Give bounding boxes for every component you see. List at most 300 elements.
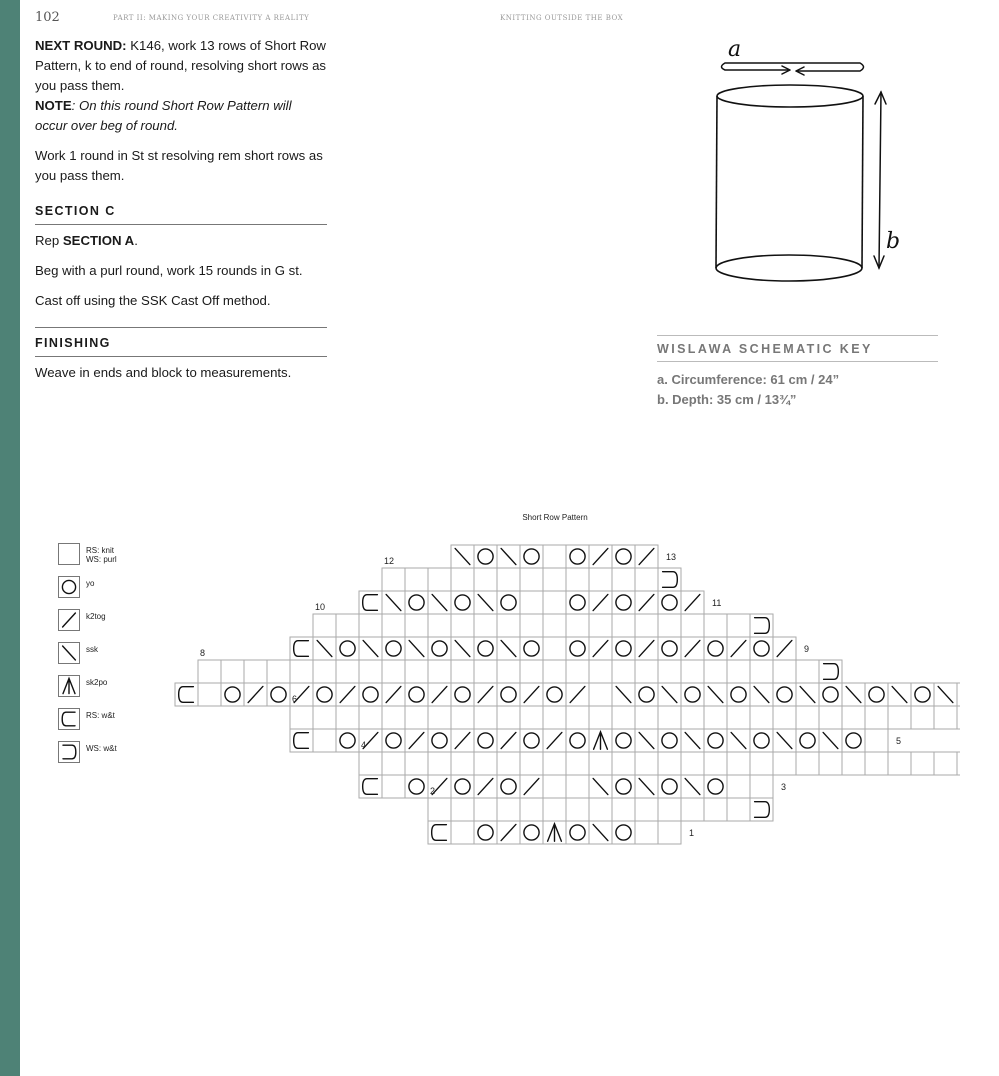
- chart-cell: [842, 752, 865, 775]
- chart-cell: [658, 729, 681, 752]
- chart-cell: [888, 706, 911, 729]
- chart-cell: [819, 752, 842, 775]
- chart-cell: [267, 683, 290, 706]
- purl-round-paragraph: Beg with a purl round, work 15 rounds in G st.: [35, 263, 303, 278]
- chart-cell: [934, 752, 957, 775]
- chart-cell: [474, 752, 497, 775]
- chart-row: [451, 545, 676, 568]
- chart-cell: [359, 591, 382, 614]
- ssk-key-box: [58, 642, 80, 664]
- next-round-label: NEXT ROUND:: [35, 38, 127, 53]
- rep-prefix: Rep: [35, 233, 63, 248]
- chart-cell: [313, 706, 336, 729]
- chart-cell: [428, 660, 451, 683]
- chart-cell: [635, 752, 658, 775]
- note-text: : On this round Short Row Pattern will occur over beg of round.: [35, 98, 292, 133]
- depth-measurement: b. Depth: 35 cm / 13¾”: [657, 392, 797, 407]
- chart-cell: [497, 545, 520, 568]
- chart-cell: [911, 752, 934, 775]
- chart-cell: [497, 683, 520, 706]
- chart-cell: [497, 729, 520, 752]
- chart-cell: [313, 614, 336, 637]
- chart-cell: [382, 614, 405, 637]
- chart-cell: [290, 706, 313, 729]
- legend-label: RS: w&t: [86, 711, 115, 720]
- chart-cell: [336, 614, 359, 637]
- chart-cell: [474, 706, 497, 729]
- rep-suffix: .: [134, 233, 138, 248]
- row-number: 6: [292, 694, 298, 704]
- chart-cell: [589, 821, 612, 844]
- chart-cell: [727, 614, 750, 637]
- chart-cell: [405, 660, 428, 683]
- chart-cell: [336, 660, 359, 683]
- chart-cell: [612, 798, 635, 821]
- chart-cell: [290, 660, 313, 683]
- chart-cell: [750, 775, 773, 798]
- chart-cell: [658, 614, 681, 637]
- chart-cell: [658, 775, 681, 798]
- yo-symbol: [62, 580, 75, 593]
- chart-cell: [474, 545, 497, 568]
- chart-cell: [566, 729, 589, 752]
- chart-cell: [612, 660, 635, 683]
- chart-cell: [520, 821, 543, 844]
- chart-cell: [543, 683, 566, 706]
- chart-cell: [658, 591, 681, 614]
- row-number: 1: [689, 828, 695, 838]
- chart-cell: [704, 775, 727, 798]
- chart-cell: [198, 683, 221, 706]
- chart-cell: [704, 706, 727, 729]
- k2tog-key-box: [58, 609, 80, 631]
- chart-cell: [428, 614, 451, 637]
- chart-cell: [635, 775, 658, 798]
- ssk-symbol: [63, 646, 76, 660]
- finishing-paragraph: Weave in ends and block to measurements.: [35, 365, 292, 380]
- row-number: 5: [896, 736, 902, 746]
- chart-cell: [520, 591, 543, 614]
- row-number: 2: [430, 786, 436, 796]
- chart-cell: [796, 729, 819, 752]
- chart-cell: [428, 798, 451, 821]
- cast-off-paragraph: Cast off using the SSK Cast Off method.: [35, 293, 271, 308]
- chart-cell: [681, 706, 704, 729]
- chart-cell: [589, 706, 612, 729]
- chart-cell: [727, 798, 750, 821]
- chart-cell: [911, 706, 934, 729]
- chart-cell: [589, 775, 612, 798]
- chart-cell: [451, 660, 474, 683]
- chart-cell: [842, 683, 865, 706]
- chart-cell: [520, 568, 543, 591]
- chart-cell: [543, 821, 566, 844]
- chart-cell: [727, 775, 750, 798]
- chart-cell: [612, 729, 635, 752]
- chart-cell: [451, 706, 474, 729]
- chart-cell: [382, 683, 405, 706]
- chart-cell: [658, 637, 681, 660]
- chart-cell: [635, 798, 658, 821]
- chart-cell: [359, 660, 382, 683]
- row-number: 10: [315, 602, 326, 612]
- chart-cell: [543, 591, 566, 614]
- chart-cell: [635, 706, 658, 729]
- chart-cell: [635, 568, 658, 591]
- circumference-measurement: a. Circumference: 61 cm / 24”: [657, 372, 840, 387]
- depth-label: b: [886, 229, 901, 254]
- chart-cell: [612, 683, 635, 706]
- chart-cell: [543, 706, 566, 729]
- chart-cell: [451, 614, 474, 637]
- legend-label: ssk: [86, 645, 98, 654]
- sk2po-key-box: [58, 675, 80, 697]
- chart-cell: [819, 660, 842, 683]
- chart-cell: [704, 752, 727, 775]
- chart-cell: [727, 729, 750, 752]
- depth-arrow: [874, 92, 886, 268]
- chart-cell: [497, 591, 520, 614]
- chart-cell: [336, 637, 359, 660]
- schematic-key: [657, 335, 938, 410]
- chart-cell: [474, 683, 497, 706]
- chart-cell: [336, 706, 359, 729]
- chart-cell: [428, 637, 451, 660]
- chart-cell: [957, 683, 960, 706]
- chart-cell: [428, 729, 451, 752]
- chart-cell: [566, 637, 589, 660]
- chart-cell: [520, 545, 543, 568]
- chart-cell: [566, 660, 589, 683]
- chart-cell: [566, 545, 589, 568]
- chart-cell: [750, 660, 773, 683]
- chart-cell: [681, 798, 704, 821]
- chart-cell: [359, 683, 382, 706]
- legend-label: WS: w&t: [86, 744, 117, 753]
- running-head-right: KNITTING OUTSIDE THE BOX: [500, 14, 624, 22]
- chart-cell: [405, 752, 428, 775]
- next-round-paragraph: [35, 36, 327, 136]
- chart-row: [428, 821, 694, 844]
- chart-cell: [681, 729, 704, 752]
- chart-cell: [566, 798, 589, 821]
- chart-cell: [635, 729, 658, 752]
- chart-cell: [313, 729, 336, 752]
- chart-cell: [221, 660, 244, 683]
- wrap-turn-ws-symbol: [63, 745, 76, 759]
- chart-cell: [842, 706, 865, 729]
- chart-cell: [428, 752, 451, 775]
- chart-cell: [865, 752, 888, 775]
- chart-cell: [681, 752, 704, 775]
- chart-cell: [727, 706, 750, 729]
- page-edge-color-bar: [0, 0, 20, 1076]
- chart-cell: [635, 660, 658, 683]
- chart-cell: [796, 660, 819, 683]
- chart-cell: [704, 660, 727, 683]
- chart-cell: [681, 660, 704, 683]
- chart-cell: [497, 706, 520, 729]
- row-number: 4: [361, 740, 367, 750]
- circumference-arrow: [722, 63, 864, 75]
- chart-cell: [543, 798, 566, 821]
- chart-cell: [957, 752, 960, 775]
- chart-cell: [520, 637, 543, 660]
- chart-cell: [382, 591, 405, 614]
- chart-cell: [497, 821, 520, 844]
- chart-cell: [635, 637, 658, 660]
- legend-label: k2tog: [86, 612, 106, 621]
- chart-cell: [451, 545, 474, 568]
- chart-cell: [520, 729, 543, 752]
- chart-cell: [405, 637, 428, 660]
- chart-cell: [681, 637, 704, 660]
- chart-cell: [750, 729, 773, 752]
- chart-cell: [566, 752, 589, 775]
- chart-cell: [451, 752, 474, 775]
- chart-row: [359, 591, 721, 614]
- note-label: NOTE: [35, 98, 72, 113]
- chart-cell: [681, 775, 704, 798]
- chart-cell: [750, 798, 773, 821]
- chart-cell: [474, 591, 497, 614]
- row-number: 9: [804, 644, 810, 654]
- chart-cell: [865, 683, 888, 706]
- chart-cell: [566, 591, 589, 614]
- chart-cell: [819, 683, 842, 706]
- chart-cell: [750, 683, 773, 706]
- chart-cell: [244, 683, 267, 706]
- chart-cell: [382, 660, 405, 683]
- chart-cell: [405, 614, 428, 637]
- chart-cell: [198, 660, 221, 683]
- chart-cell: [451, 637, 474, 660]
- chart-cell: [566, 775, 589, 798]
- chart-cell: [612, 591, 635, 614]
- cylinder-schematic: [670, 30, 930, 290]
- chart-cell: [451, 775, 474, 798]
- chart-cell: [589, 683, 612, 706]
- row-number: 12: [384, 556, 395, 566]
- chart-cell: [290, 637, 313, 660]
- knit-key-box: [58, 543, 80, 565]
- chart-cell: [474, 637, 497, 660]
- chart-cell: [658, 798, 681, 821]
- chart-cell: [727, 637, 750, 660]
- chart-cell: [911, 683, 934, 706]
- chart-cell: [405, 706, 428, 729]
- chart-cell: [405, 729, 428, 752]
- chart-cell: [819, 706, 842, 729]
- chart-cell: [566, 568, 589, 591]
- chart-cell: [520, 798, 543, 821]
- chart-cell: [888, 683, 911, 706]
- chart-cell: [520, 775, 543, 798]
- chart-cell: [428, 568, 451, 591]
- chart-cell: [313, 660, 336, 683]
- chart-cell: [405, 683, 428, 706]
- chart-cell: [704, 729, 727, 752]
- chart-cell: [773, 706, 796, 729]
- chart-cell: [612, 568, 635, 591]
- chart-cell: [865, 729, 888, 752]
- chart-cell: [474, 568, 497, 591]
- chart-cell: [267, 660, 290, 683]
- chart-cell: [750, 614, 773, 637]
- running-header: [35, 10, 975, 30]
- chart-cell: [543, 568, 566, 591]
- chart-cell: [796, 752, 819, 775]
- legend-label: RS: knit WS: purl: [86, 546, 117, 564]
- sk2po-symbol: [63, 678, 75, 693]
- chart-cell: [750, 637, 773, 660]
- chart-cell: [543, 752, 566, 775]
- page-number: 102: [35, 10, 60, 25]
- pattern-instructions: [35, 36, 327, 393]
- chart-cell: [589, 729, 612, 752]
- chart-cell: [750, 752, 773, 775]
- chart-cell: [589, 752, 612, 775]
- legend-label: sk2po: [86, 678, 108, 687]
- chart-cell: [681, 683, 704, 706]
- chart-cell: [359, 706, 382, 729]
- chart-cell: [474, 821, 497, 844]
- chart-cell: [612, 545, 635, 568]
- chart-cell: [658, 706, 681, 729]
- k2tog-symbol: [63, 613, 76, 627]
- chart-cell: [382, 706, 405, 729]
- chart-cell: [635, 821, 658, 844]
- chart-cell: [704, 798, 727, 821]
- chart-cell: [727, 752, 750, 775]
- row-number: 3: [781, 782, 787, 792]
- chart-cell: [865, 706, 888, 729]
- chart-cell: [681, 591, 704, 614]
- chart-cell: [451, 821, 474, 844]
- chart-cell: [612, 821, 635, 844]
- chart-cell: [221, 683, 244, 706]
- chart-cell: [474, 614, 497, 637]
- row-number: 8: [200, 648, 206, 658]
- chart-cell: [497, 614, 520, 637]
- chart-cell: [382, 752, 405, 775]
- chart-cell: [773, 637, 796, 660]
- chart-cell: [497, 637, 520, 660]
- chart-cell: [566, 706, 589, 729]
- chart-cell: [635, 683, 658, 706]
- chart-cell: [819, 729, 842, 752]
- chart-cell: [543, 729, 566, 752]
- chart-cell: [520, 660, 543, 683]
- chart-cell: [428, 591, 451, 614]
- chart-cell: [313, 683, 336, 706]
- chart-title: Short Row Pattern: [522, 513, 588, 522]
- chart-cell: [658, 821, 681, 844]
- chart-cell: [474, 775, 497, 798]
- chart-cell: [750, 706, 773, 729]
- chart-cell: [612, 775, 635, 798]
- chart-cell: [451, 568, 474, 591]
- chart-cell: [773, 683, 796, 706]
- chart-cell: [543, 614, 566, 637]
- chart-cell: [359, 637, 382, 660]
- chart-row: [290, 729, 901, 752]
- row-number: 11: [712, 598, 722, 608]
- circumference-label: a: [728, 37, 742, 62]
- chart-cell: [497, 660, 520, 683]
- chart-cell: [773, 752, 796, 775]
- chart-cell: [451, 683, 474, 706]
- chart-cell: [658, 568, 681, 591]
- chart-cell: [543, 545, 566, 568]
- rs-wrap-turn-key-box: [58, 708, 80, 730]
- chart-cell: [612, 752, 635, 775]
- chart-cell: [359, 752, 382, 775]
- chart-cell: [451, 591, 474, 614]
- chart-cell: [773, 729, 796, 752]
- chart-cell: [704, 683, 727, 706]
- chart-cell: [497, 568, 520, 591]
- chart-cell: [566, 821, 589, 844]
- running-head-left: PART II: MAKING YOUR CREATIVITY A REALITY: [113, 14, 310, 22]
- chart-cell: [635, 591, 658, 614]
- chart-cell: [543, 637, 566, 660]
- chart-cell: [612, 614, 635, 637]
- chart-cell: [566, 614, 589, 637]
- chart-cell: [842, 729, 865, 752]
- chart-cell: [313, 637, 336, 660]
- work-round-paragraph: Work 1 round in St st resolving rem short rows as you pass them.: [35, 148, 323, 183]
- finishing-heading: FINISHING: [35, 327, 327, 357]
- chart-cell: [382, 729, 405, 752]
- chart-cell: [957, 706, 960, 729]
- chart-cell: [589, 637, 612, 660]
- chart-cell: [589, 591, 612, 614]
- next-round-text: K146, work 13 rows of Short Row Pattern, k to end of round, resolving short rows as you pass them.: [35, 38, 327, 93]
- chart-cell: [405, 568, 428, 591]
- chart-cell: [428, 683, 451, 706]
- chart-row: [359, 775, 786, 798]
- yo-key-box: [58, 576, 80, 598]
- chart-cell: [474, 798, 497, 821]
- chart-cell: [359, 775, 382, 798]
- chart-cell: [589, 568, 612, 591]
- chart-cell: [589, 660, 612, 683]
- chart-cell: [382, 775, 405, 798]
- chart-cell: [589, 798, 612, 821]
- chart-cell: [336, 683, 359, 706]
- chart-cell: [520, 683, 543, 706]
- chart-cell: [934, 683, 957, 706]
- chart-cell: [658, 752, 681, 775]
- chart-cell: [704, 637, 727, 660]
- chart-cell: [244, 660, 267, 683]
- chart-cell: [635, 545, 658, 568]
- chart-cell: [290, 729, 313, 752]
- chart-cell: [474, 660, 497, 683]
- chart-cell: [796, 706, 819, 729]
- chart-cell: [543, 660, 566, 683]
- chart-cell: [658, 683, 681, 706]
- chart-cell: [612, 637, 635, 660]
- chart-cell: [474, 729, 497, 752]
- chart-cell: [635, 614, 658, 637]
- chart-cell: [405, 591, 428, 614]
- rep-section-name: SECTION A: [62, 233, 135, 248]
- chart-cell: [428, 821, 451, 844]
- chart-cell: [175, 683, 198, 706]
- chart-cell: [704, 614, 727, 637]
